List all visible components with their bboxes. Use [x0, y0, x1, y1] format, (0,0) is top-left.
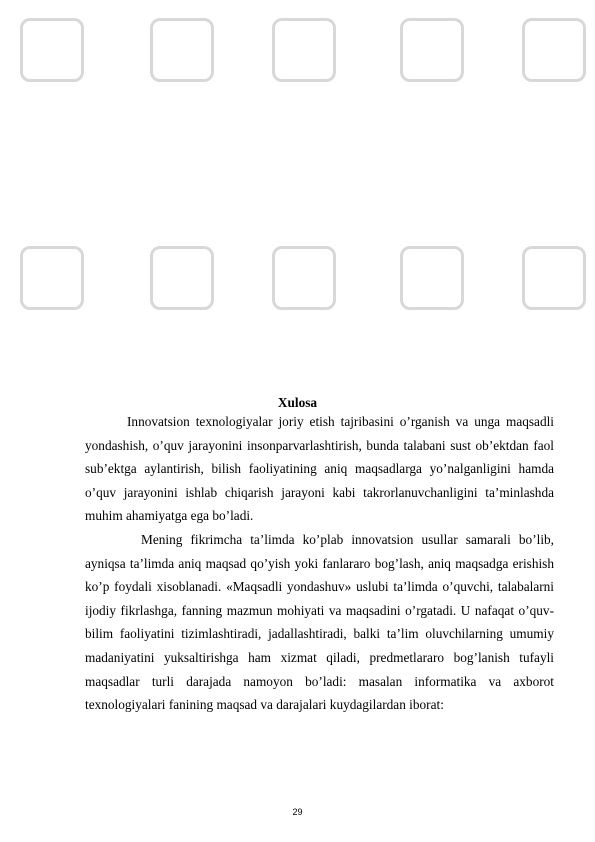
watermark-logo	[400, 246, 464, 310]
watermark-logo	[522, 18, 586, 82]
watermark-logo	[272, 246, 336, 310]
watermark-logo	[20, 18, 84, 82]
watermark-logo	[522, 246, 586, 310]
page-number: 29	[292, 807, 303, 817]
watermark-logo	[272, 18, 336, 82]
paragraph-2: Mening fikrimcha ta’limda ko’plab innovatsion usullar samarali bo’lib, ayniqsa ta’limda aniq maqsad qo’yish yoki fanlararo bog’lash, aniq maqsadga erishish ko’p foydali xisoblanadi. «Maqsadli yondashuv» uslubi ta’limda o’quvchi, talabalarni ijodiy fikrlashga, fanning mazmun mohiyati va maqsadini o’rgatadi. U nafaqat o’quv-bilim faoliyatini tizimlashtiradi, jadallashtiradi, balki ta’lim oluvchilarning umumiy madaniyatini yuksaltirishga ham xizmat qiladi, predmetlararo bog’lanish tufayli maqsadlar turli darajada namoyon bo’ladi: masalan informatika va axborot texnologiyalari fanining maqsad va darajalari kuydagilardan iborat:	[85, 531, 554, 713]
watermark-logo	[400, 18, 464, 82]
section-title: Xulosa	[277, 395, 318, 410]
watermark-logo	[150, 246, 214, 310]
paragraph-1: Innovatsion texnologiyalar joriy etish tajribasini o’rganish va unga maqsadli yondashish, o’quv jarayonini insonparvarlashtirish, bunda talabani sust ob’ektdan faol sub’ektga aylantirish, bilish faoliyatining aniq maqsadlarga yo’nalganligini hamda o’quv jarayonini ishlab chiqarish jarayoni kabi takrorlanuvchanligini ta’minlashda muhim ahamiyatga ega bo’ladi.	[85, 414, 554, 524]
watermark-logo	[20, 246, 84, 310]
watermark-logo	[150, 18, 214, 82]
document-body	[85, 410, 554, 717]
